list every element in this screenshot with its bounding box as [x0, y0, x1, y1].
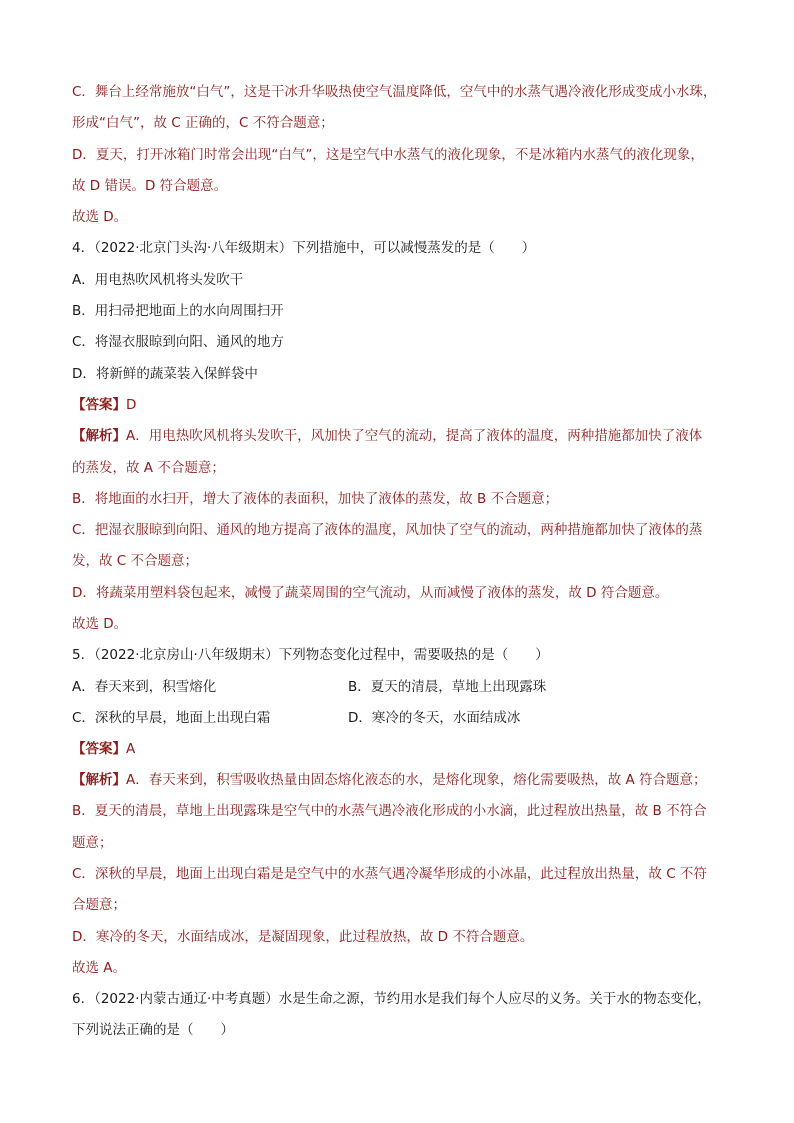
question-5-option-b: B．夏天的清晨，草地上出现露珠: [348, 679, 547, 695]
explanation-line: D．夏天，打开冰箱门时常会出现“白气”，这是空气中水蒸气的液化现象，不是冰箱内水蒸气的液化现象，: [72, 147, 704, 163]
question-5-explanation: [72, 770, 707, 790]
explanation-line: 发，故 C 不合题意；: [72, 553, 199, 569]
answer-tag: 【答案】: [72, 741, 126, 757]
question-6-stem: 6．（2022·内蒙古通辽·中考真题）水是生命之源，节约用水是我们每个人应尽的义务。关于水的物态变化，: [72, 991, 711, 1007]
question-4-answer: [72, 395, 136, 415]
question-4-stem: 4．（2022·北京门头沟·八年级期末）下列措施中，可以减慢蒸发的是（ ）: [72, 240, 536, 256]
question-4-option-b: B．用扫帚把地面上的水向周围扫开: [72, 303, 284, 319]
explanation-line: 的蒸发，故 A 不合题意；: [72, 460, 225, 476]
explanation-text: A．春天来到，积雪吸收热量由固态熔化液态的水，是熔化现象，熔化需要吸热，故 A 符合题意；: [126, 772, 707, 788]
question-5-option-d: D．寒冷的冬天，水面结成冰: [348, 710, 521, 726]
question-5-option-c: C．深秋的早晨，地面上出现白霜: [72, 710, 271, 726]
explanation-text: A．用电热吹风机将头发吹干，风加快了空气的流动，提高了液体的温度，两种措施都加快了液体: [126, 428, 703, 444]
explanation-line: 故 D 错误。D 符合题意。: [72, 178, 228, 194]
question-5-stem: 5．（2022·北京房山·八年级期末）下列物态变化过程中，需要吸热的是（ ）: [72, 647, 549, 663]
question-6-stem-continued: 下列说法正确的是（ ）: [72, 1022, 234, 1038]
explanation-line: D．寒冷的冬天，水面结成冰，是凝固现象，此过程放热，故 D 不符合题意。: [72, 929, 534, 945]
explanation-line: 形成“白气”，故 C 正确的，C 不符合题意；: [72, 115, 334, 131]
question-4-explanation: [72, 426, 702, 446]
explanation-line: C．舞台上经常施放“白气”，这是干冰升华吸热使空气温度降低，空气中的水蒸气遇冷液化形成变成小水珠，: [72, 84, 717, 100]
answer-selection: 故选 D。: [72, 209, 128, 225]
question-4-option-d: D．将新鲜的蔬菜装入保鲜袋中: [72, 366, 258, 382]
explanation-tag: 【解析】: [72, 428, 126, 444]
explanation-line: B．夏天的清晨，草地上出现露珠是空气中的水蒸气遇冷液化形成的小水滴，此过程放出热量，故 B 不符合: [72, 803, 707, 819]
question-4-option-c: C．将湿衣服晾到向阳、通风的地方: [72, 334, 284, 350]
answer-value: D: [126, 397, 137, 413]
explanation-line: C．把湿衣服晾到向阳、通风的地方提高了液体的温度，风加快了空气的流动，两种措施都加快了液体的蒸: [72, 522, 703, 538]
explanation-tag: 【解析】: [72, 772, 126, 788]
answer-tag: 【答案】: [72, 397, 126, 413]
explanation-line: D．将蔬菜用塑料袋包起来，减慢了蔬菜周围的空气流动，从而减慢了液体的蒸发，故 D 符合题意。: [72, 585, 669, 601]
question-5-option-a: A．春天来到，积雪熔化: [72, 679, 217, 695]
question-4-option-a: A．用电热吹风机将头发吹干: [72, 272, 244, 288]
explanation-line: 合题意；: [72, 897, 126, 913]
answer-selection: 故选 D。: [72, 616, 128, 632]
explanation-line: C．深秋的早晨，地面上出现白霜是是空气中的水蒸气遇冷凝华形成的小冰晶，此过程放出热量，故 C 不符: [72, 866, 707, 882]
question-5-answer: [72, 739, 135, 759]
explanation-line: 题意；: [72, 835, 113, 851]
answer-value: A: [126, 741, 136, 757]
answer-selection: 故选 A。: [72, 960, 127, 976]
explanation-line: B．将地面的水扫开，增大了液体的表面积，加快了液体的蒸发，故 B 不合题意；: [72, 491, 559, 507]
